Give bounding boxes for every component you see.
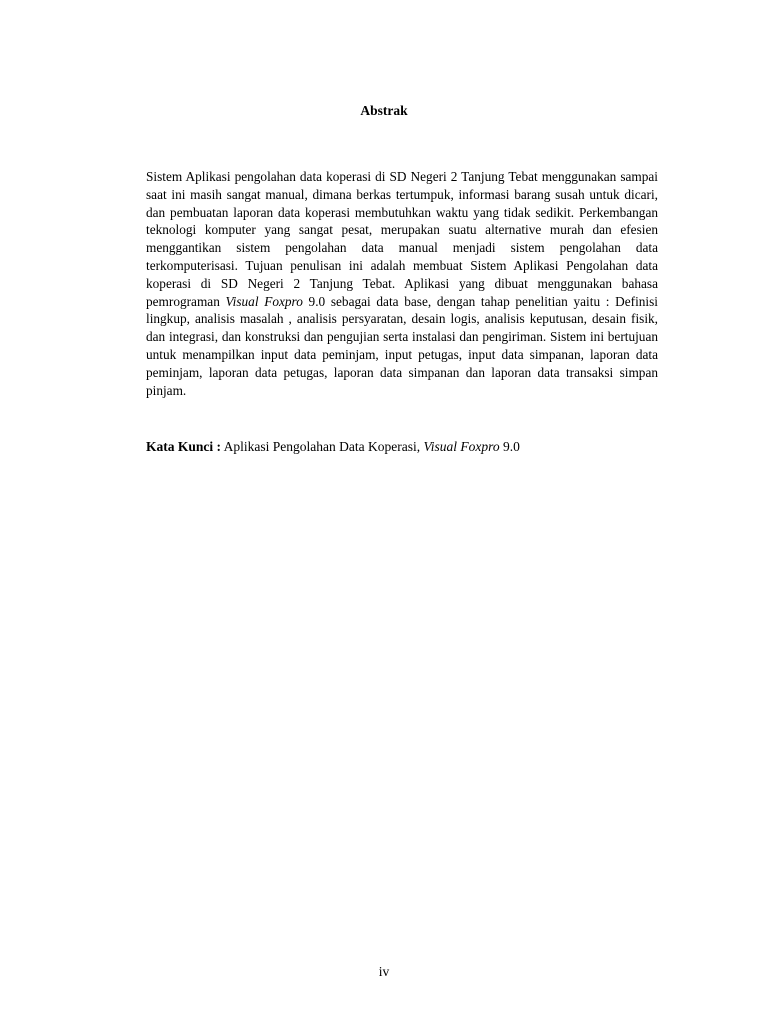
abstract-text-part1: Sistem Aplikasi pengolahan data koperasi di SD Negeri 2 Tanjung Tebat menggunakan sampai saat ini masih sangat manual, dimana berkas tertumpuk, informasi barang susah untuk dicari, dan pembuatan laporan data koperasi membutuhkan waktu yang tidak sedikit. Perkembangan teknologi komputer yang sangat pesat, merupakan suatu alternative murah dan efesien menggantikan sistem pengolahan data manual menjadi sistem pengolahan data terkomputerisasi. Tujuan penulisan ini adalah membuat Sistem Aplikasi Pengolahan data koperasi di SD Negeri 2 Tanjung Tebat. Aplikasi yang dibuat menggunakan bahasa pemrograman [146, 169, 658, 309]
keywords-text: Aplikasi Pengolahan Data Koperasi, [221, 439, 424, 454]
abstract-italic-term: Visual Foxpro [225, 293, 303, 309]
abstract-paragraph [146, 168, 658, 399]
keywords-italic-term: Visual Foxpro [423, 439, 500, 454]
abstract-text-part2: 9.0 sebagai data base, dengan tahap penelitian yaitu : Definisi lingkup, analisis masalah , analisis persyaratan, desain logis, analisis keputusan, desain fisik, dan integrasi, dan konstruksi dan pengujian serta instalasi dan pengiriman. Sistem ini bertujuan untuk menampilkan input data peminjam, input petugas, input data simpanan, laporan data peminjam, laporan data petugas, laporan data simpanan dan laporan data transaksi simpan pinjam. [146, 293, 658, 398]
page-title: Abstrak [360, 103, 408, 118]
keywords-line [146, 438, 658, 456]
keywords-label: Kata Kunci : [146, 439, 222, 454]
keywords-version: 9.0 [499, 439, 520, 454]
page-number: iv [378, 964, 390, 979]
